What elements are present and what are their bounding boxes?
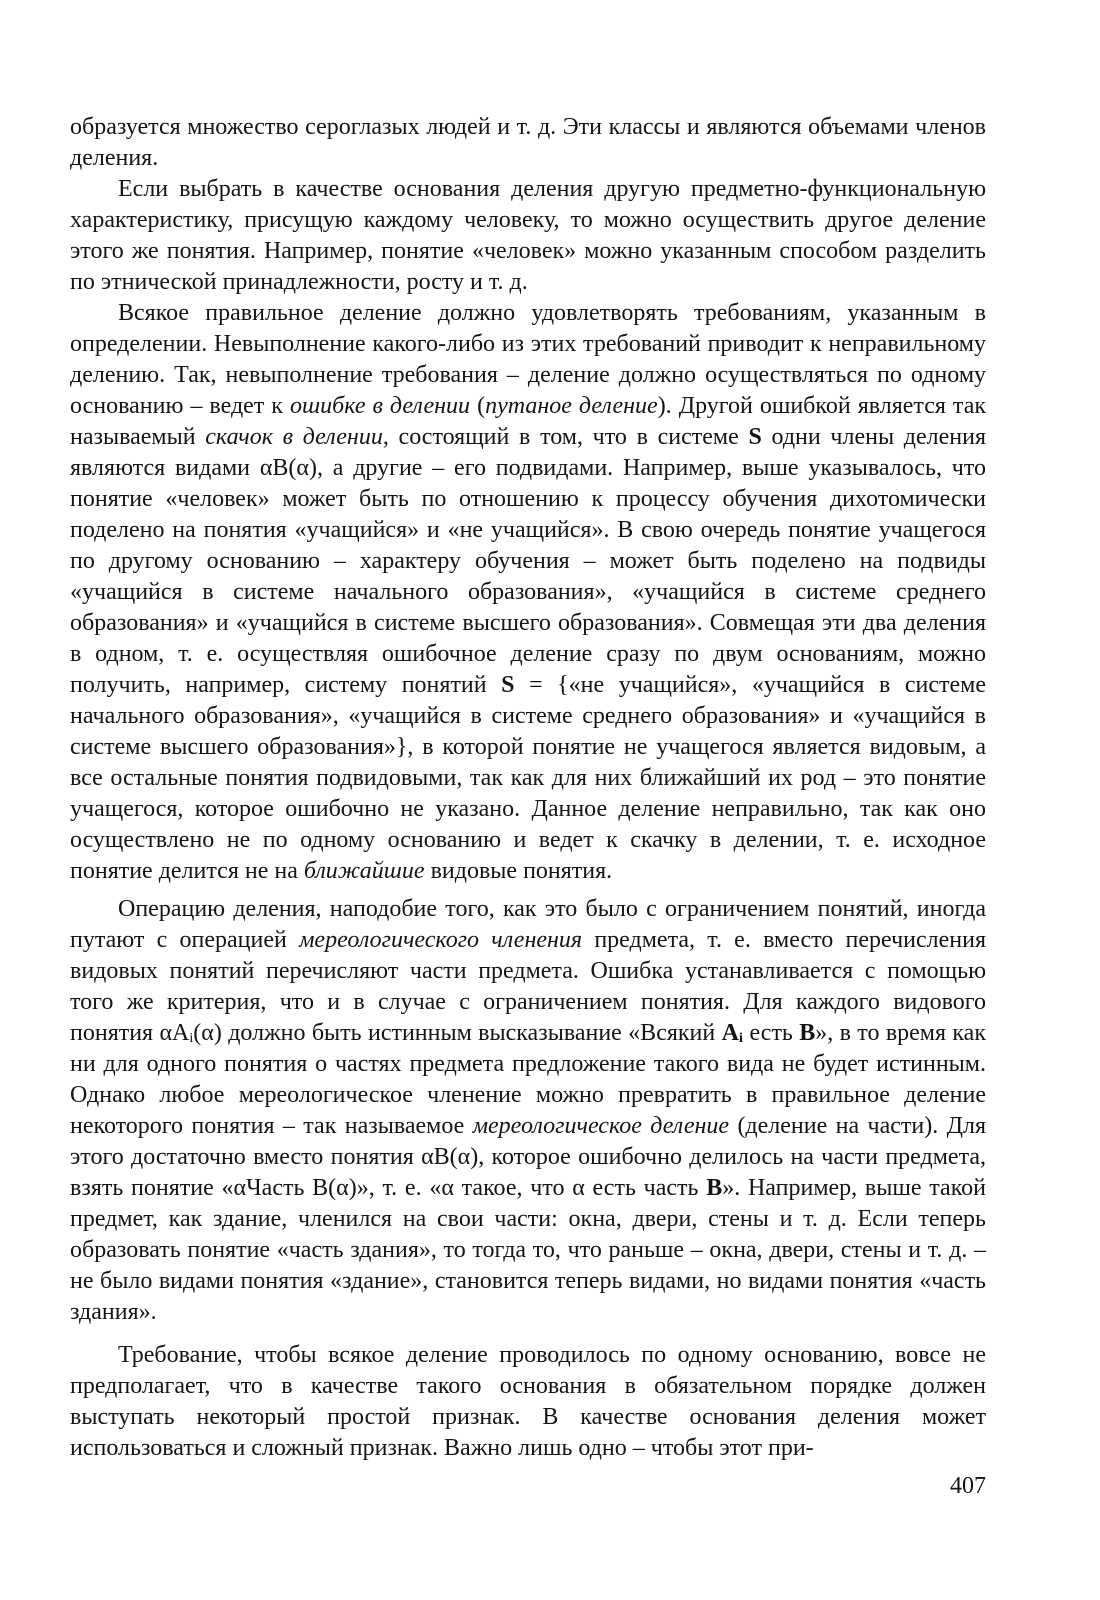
text-run: Требование, чтобы всякое деление проводилось по одному основанию, вовсе не предполагает, что в качестве такого основания в обязательном порядке должен выступать некоторый простой признак. В качестве основания деления может использоваться и сложный признак. Важно лишь одно – чтобы этот при- <box>70 1342 986 1461</box>
text-run: ». Например, выше такой предмет, как здание, членился на свои части: окна, двери, стены и т. д. Если теперь образовать понятие «часть здания», то тогда то, что раньше – окна, двери, стены и т. д. – не было видами понятия «здание», становится теперь видами, но видами понятия «часть здания». <box>70 1175 986 1325</box>
text-run: Операцию деления, наподобие того, как это было с ограничением понятий, иногда путают с операцией <box>70 896 986 953</box>
italic-term: мереологическое деление <box>472 1113 730 1139</box>
bold-symbol: S <box>748 424 762 450</box>
italic-term: ближайшие <box>303 858 425 884</box>
text-run: предмета, т. е. вместо перечисления видовых понятий перечисляют части предмета. Ошибка устанавливается с помощью того же критерия, что и в случае с ограничением понятия. Для каждого видового понятия αAᵢ(α) должно быть истинным высказывание «Всякий <box>70 927 986 1046</box>
bold-symbol: S <box>501 672 515 698</box>
italic-term: ошибке в делении <box>290 393 471 419</box>
bold-symbol: B <box>799 1020 816 1046</box>
text-run: образуется множество сероглазых людей и т. д. Эти классы и являются объемами членов деления. <box>70 114 986 171</box>
paragraph-0 <box>70 112 986 174</box>
italic-term: мереологического членения <box>299 927 583 953</box>
text-run: (деление на части). Для этого достаточно вместо понятия αB(α), которое ошибочно делилось на части предмета, взять понятие «αЧасть B(α)», т. е. «α такое, что α есть часть <box>70 1113 986 1201</box>
paragraph-3 <box>70 894 986 1328</box>
text-run: есть <box>743 1020 800 1046</box>
text-run: видовые понятия. <box>424 858 613 884</box>
text-run: », в то время как ни для одного понятия о частях предмета предложение такого вида не будет истинным. Однако любое мереологическое членение можно превратить в правильное деление некоторого понятия – так называемое <box>70 1020 986 1139</box>
italic-term: скачок в делении <box>205 424 383 450</box>
italic-term: путаное деление <box>485 393 658 419</box>
text-run: ( <box>470 393 486 419</box>
text-run: одни члены деления являются видами αB(α), а другие – его подвидами. Например, выше указывалось, что понятие «человек» может быть по отношению к процессу обучения дихотомически поделено на понятия «учащийся» и «не учащийся». В свою очередь понятие учащегося по другому основанию – характеру обучения – может быть поделено на подвиды «учащийся в системе начального образования», «учащийся в системе среднего образования» и «учащийся в системе высшего образования». Совмещая эти два деления в одном, т. е. осуществляя ошибочное деление сразу по двум основаниям, можно получить, например, систему понятий <box>70 424 987 698</box>
text-run: ). Другой ошибкой является так называемый <box>70 393 987 450</box>
text-run: = {«не учащийся», «учащийся в системе начального образования», «учащийся в системе среднего образования» и «учащийся в системе высшего образования»}, в которой понятие не учащегося является видовым, а все остальные понятия подвидовыми, так как для них ближайший их род – это понятие учащегося, которое ошибочно не указано. Данное деление неправильно, так как оно осуществлено не по одному основанию и ведет к скачку в делении, т. е. исходное понятие делится не на <box>70 672 987 884</box>
text-run: Если выбрать в качестве основания деления другую предметно-функциональную характеристику, присущую каждому человеку, то можно осуществить другое деление этого же понятия. Например, понятие «человек» можно указанным способом разделить по этнической принадлежности, росту и т. д. <box>70 176 986 295</box>
text-run: Всякое правильное деление должно удовлетворять требованиям, указанным в определении. Невыполнение какого-либо из этих требований приводит к неправильному делению. Так, невыполнение требования – деление должно осуществляться по одному основанию – ведет к <box>70 300 986 419</box>
page-body <box>70 112 986 1464</box>
bold-symbol: B <box>706 1175 723 1201</box>
text-run: , состоящий в том, что в системе <box>382 424 749 450</box>
bold-symbol: Aᵢ <box>721 1020 744 1046</box>
page-number: 407 <box>950 1473 986 1499</box>
paragraph-2 <box>70 298 986 887</box>
paragraph-1 <box>70 174 986 298</box>
paragraph-4 <box>70 1340 986 1464</box>
